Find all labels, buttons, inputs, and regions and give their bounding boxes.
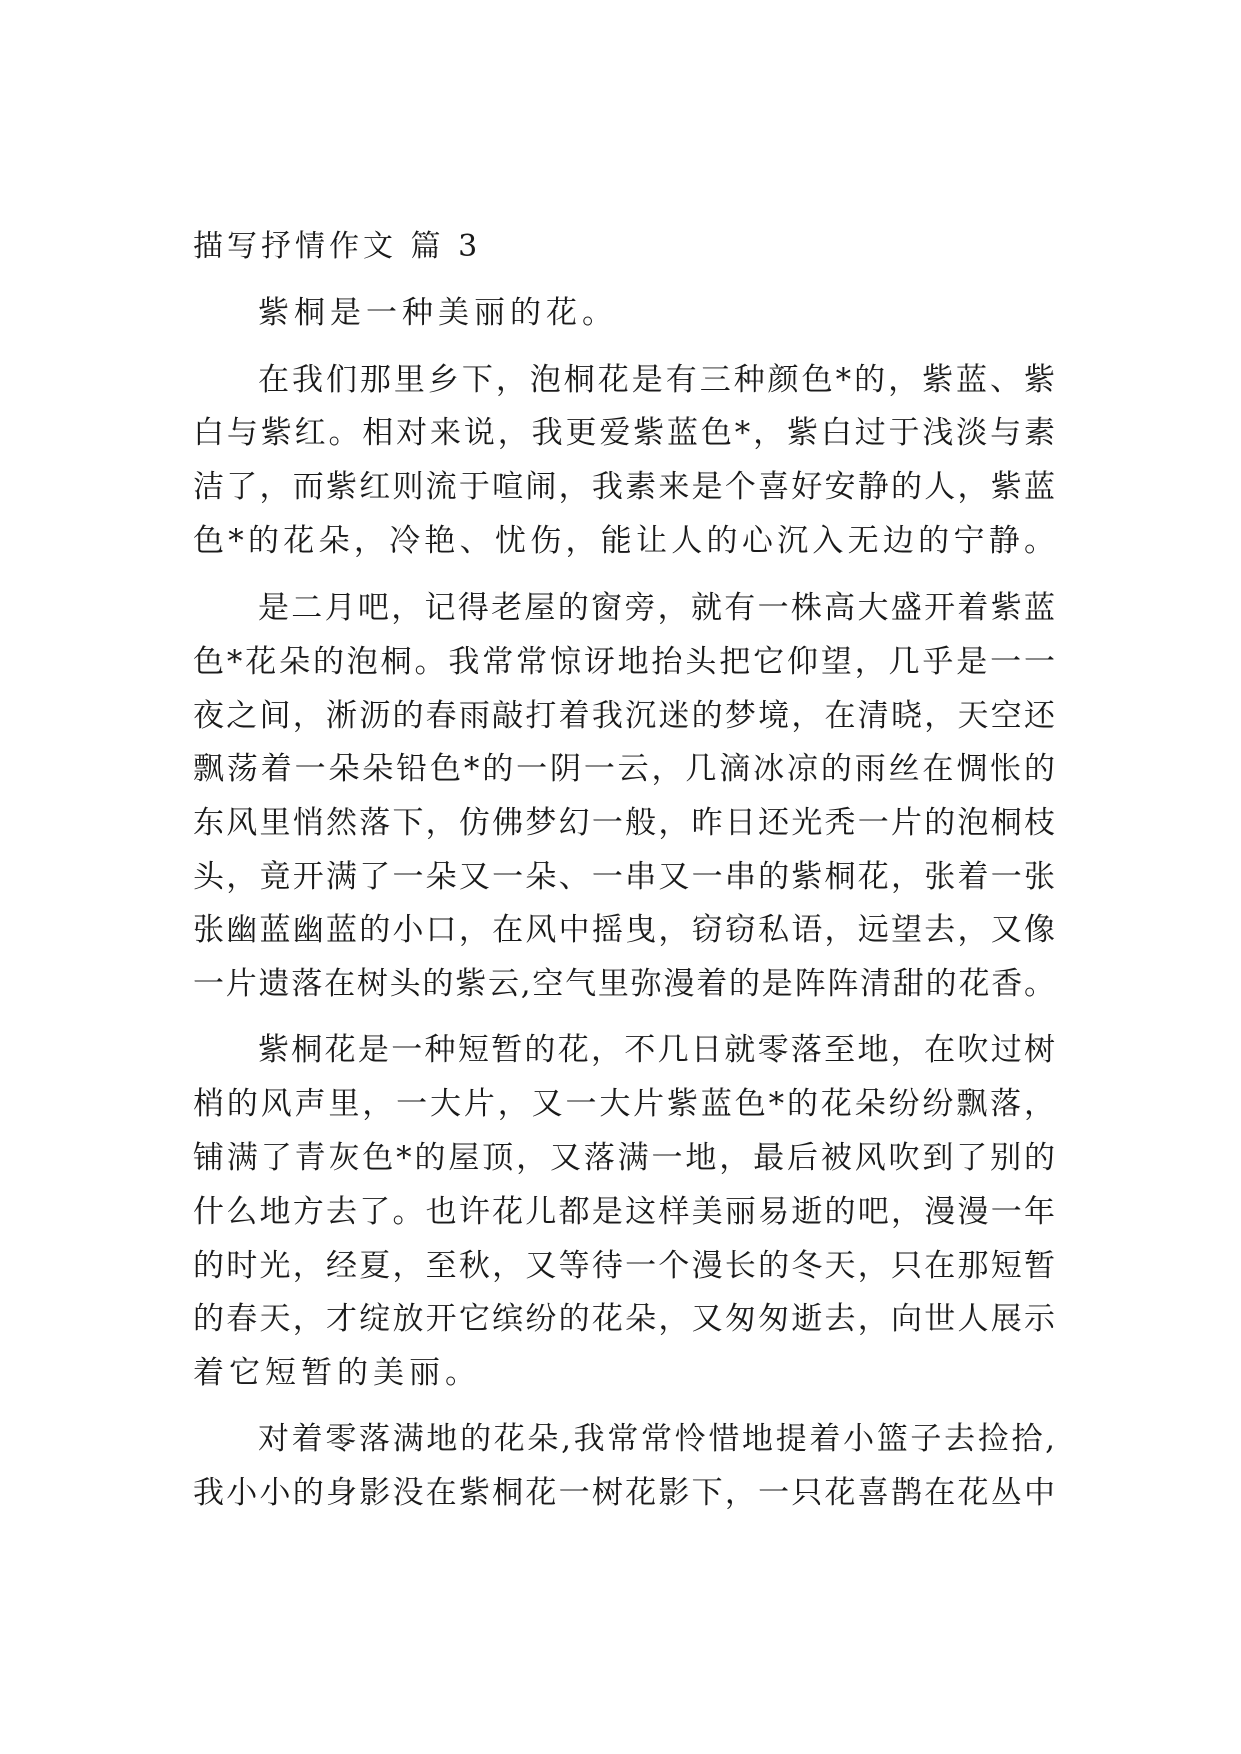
paragraph-line: 紫桐是一种美丽的花。 <box>258 295 618 331</box>
paragraph-line: 的时光，经夏，至秋，又等待一个漫长的冬天，只在那短暂 <box>193 1248 1055 1284</box>
paragraph-line: 头，竟开满了一朵又一朵、一串又一串的紫桐花，张着一张 <box>193 859 1055 895</box>
paragraph-line: 对着零落满地的花朵,我常常怜惜地提着小篮子去捡拾, <box>258 1421 1055 1457</box>
paragraph-line: 色*花朵的泡桐。我常常惊讶地抬头把它仰望，几乎是一一 <box>193 644 1055 680</box>
paragraph-line: 一片遗落在树头的紫云,空气里弥漫着的是阵阵清甜的花香。 <box>193 966 1055 1002</box>
paragraph-line: 东风里悄然落下，仿佛梦幻一般，昨日还光秃一片的泡桐枝 <box>193 805 1055 841</box>
document-title: 描写抒情作文 篇 3 <box>193 229 482 264</box>
paragraph-line: 梢的风声里，一大片，又一大片紫蓝色*的花朵纷纷飘落， <box>193 1086 1055 1122</box>
paragraph-line: 飘荡着一朵朵铅色*的一阴一云，几滴冰凉的雨丝在惆怅的 <box>193 751 1055 787</box>
paragraph-line: 紫桐花是一种短暂的花，不几日就零落至地，在吹过树 <box>258 1032 1055 1068</box>
paragraph-line: 着它短暂的美丽。 <box>193 1355 481 1391</box>
paragraph-line: 张幽蓝幽蓝的小口，在风中摇曳，窃窃私语，远望去，又像 <box>193 912 1055 948</box>
paragraph-line: 洁了，而紫红则流于喧闹，我素来是个喜好安静的人，紫蓝 <box>193 469 1055 505</box>
paragraph-line: 在我们那里乡下，泡桐花是有三种颜色*的，紫蓝、紫 <box>258 362 1055 398</box>
paragraph-line: 的春天，才绽放开它缤纷的花朵，又匆匆逝去，向世人展示 <box>193 1301 1055 1337</box>
paragraph-line: 我小小的身影没在紫桐花一树花影下，一只花喜鹊在花丛中 <box>193 1475 1055 1511</box>
paragraph-line: 铺满了青灰色*的屋顶，又落满一地，最后被风吹到了别的 <box>193 1140 1055 1176</box>
paragraph-line: 什么地方去了。也许花儿都是这样美丽易逝的吧，漫漫一年 <box>193 1194 1055 1230</box>
paragraph-line: 夜之间，淅沥的春雨敲打着我沉迷的梦境，在清晓，天空还 <box>193 698 1055 734</box>
paragraph-line: 色*的花朵，冷艳、忧伤，能让人的心沉入无边的宁静。 <box>193 523 1055 559</box>
paragraph-line: 白与紫红。相对来说，我更爱紫蓝色*，紫白过于浅淡与素 <box>193 415 1055 451</box>
paragraph-line: 是二月吧，记得老屋的窗旁，就有一株高大盛开着紫蓝 <box>258 590 1055 626</box>
